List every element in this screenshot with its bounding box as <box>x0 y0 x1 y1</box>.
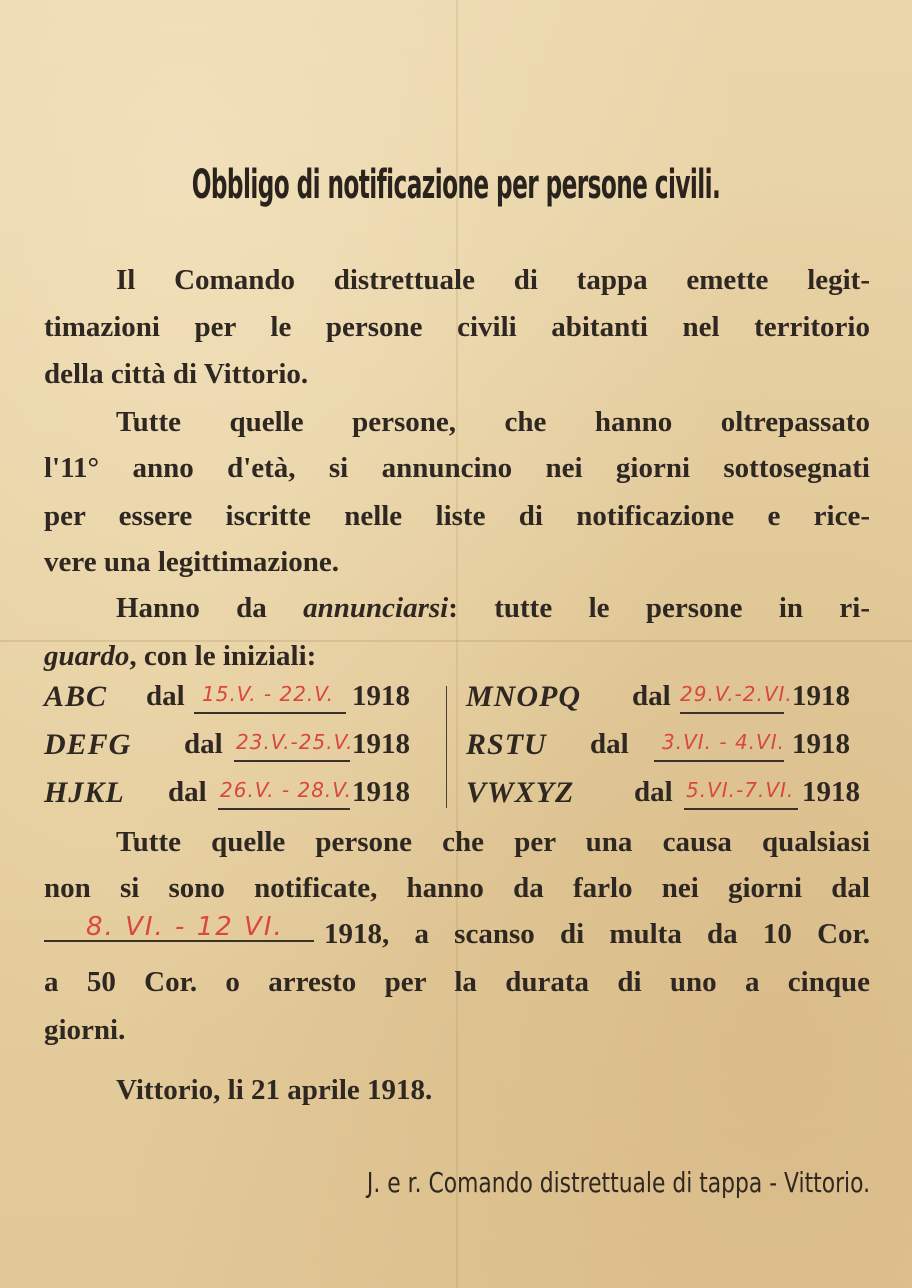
schedule-letters: HJKL <box>44 776 125 809</box>
para3-text-b: annunciarsi <box>303 592 449 624</box>
para2-line2: l'11° anno d'età, si annuncino nei giorni sottosegnati <box>44 452 870 484</box>
schedule-dal: dal <box>590 728 629 760</box>
schedule-year: 1918 <box>352 680 410 712</box>
schedule-year: 1918 <box>802 776 860 808</box>
schedule-letters: DEFG <box>44 728 132 761</box>
schedule-row-right-2 <box>466 728 870 768</box>
schedule-year: 1918 <box>792 728 850 760</box>
schedule-dal: dal <box>146 680 185 712</box>
fine-handwritten-dates: 8. VI. - 12 VI. <box>86 912 284 942</box>
para2-line1: Tutte quelle persone, che hanno oltrepassato <box>116 406 870 438</box>
para1-line1: Il Comando distrettuale di tappa emette legit- <box>116 264 870 296</box>
signature-line: J. e r. Comando distrettuale di tappa - Vittorio. <box>366 1166 870 1199</box>
schedule-divider <box>446 686 447 808</box>
schedule-letters: RSTU <box>466 728 547 761</box>
schedule-handwritten-dates: 5.VI.-7.VI. <box>686 778 795 802</box>
fine-line1: 1918, a scanso di multa da 10 Cor. <box>324 918 870 950</box>
para3-text-guardo: guardo <box>44 640 130 672</box>
schedule-handwritten-dates: 15.V. - 22.V. <box>202 682 335 706</box>
schedule-row-right-1 <box>466 680 870 720</box>
schedule-dal: dal <box>634 776 673 808</box>
schedule-letters: VWXYZ <box>466 776 575 809</box>
para4-line1: Tutte quelle persone che per una causa qualsiasi <box>116 826 870 858</box>
poster-title: Obbligo di notificazione per persone civili. <box>191 162 721 208</box>
schedule-dal: dal <box>168 776 207 808</box>
para3-text-c: : tutte le persone in ri- <box>448 592 870 624</box>
para3-text-iniziali: , con le iniziali: <box>129 640 317 672</box>
fine-line3: giorni. <box>44 1014 126 1046</box>
schedule-year: 1918 <box>792 680 850 712</box>
para3-line1 <box>116 592 870 625</box>
schedule-row-left-1 <box>44 680 434 720</box>
schedule-row-left-3 <box>44 776 434 816</box>
schedule-dal: dal <box>184 728 223 760</box>
place-date: Vittorio, li 21 aprile 1918. <box>116 1074 433 1106</box>
schedule-row-right-3 <box>466 776 870 816</box>
schedule-handwritten-dates: 26.V. - 28.V. <box>220 778 353 802</box>
para3-line2 <box>44 640 316 673</box>
para3-text-a: Hanno da <box>116 592 304 624</box>
schedule-handwritten-dates: 29.V.-2.VI. <box>680 682 793 706</box>
para1-line2: timazioni per le persone civili abitanti nel territorio <box>44 311 870 343</box>
schedule-row-left-2 <box>44 728 434 768</box>
para1-line3: della città di Vittorio. <box>44 358 309 390</box>
para2-line3: per essere iscritte nelle liste di notificazione e rice- <box>44 500 870 532</box>
schedule-letters: ABC <box>44 680 108 713</box>
schedule-letters: MNOPQ <box>466 680 581 713</box>
schedule-year: 1918 <box>352 728 410 760</box>
para4-line2: non si sono notificate, hanno da farlo nei giorni dal <box>44 872 870 904</box>
schedule-handwritten-dates: 3.VI. - 4.VI. <box>662 730 785 754</box>
schedule-handwritten-dates: 23.V.-25.V. <box>236 730 354 754</box>
schedule-year: 1918 <box>352 776 410 808</box>
para2-line4: vere una legittimazione. <box>44 546 340 578</box>
fine-line2: a 50 Cor. o arresto per la durata di uno a cinque <box>44 966 870 998</box>
schedule-dal: dal <box>632 680 671 712</box>
